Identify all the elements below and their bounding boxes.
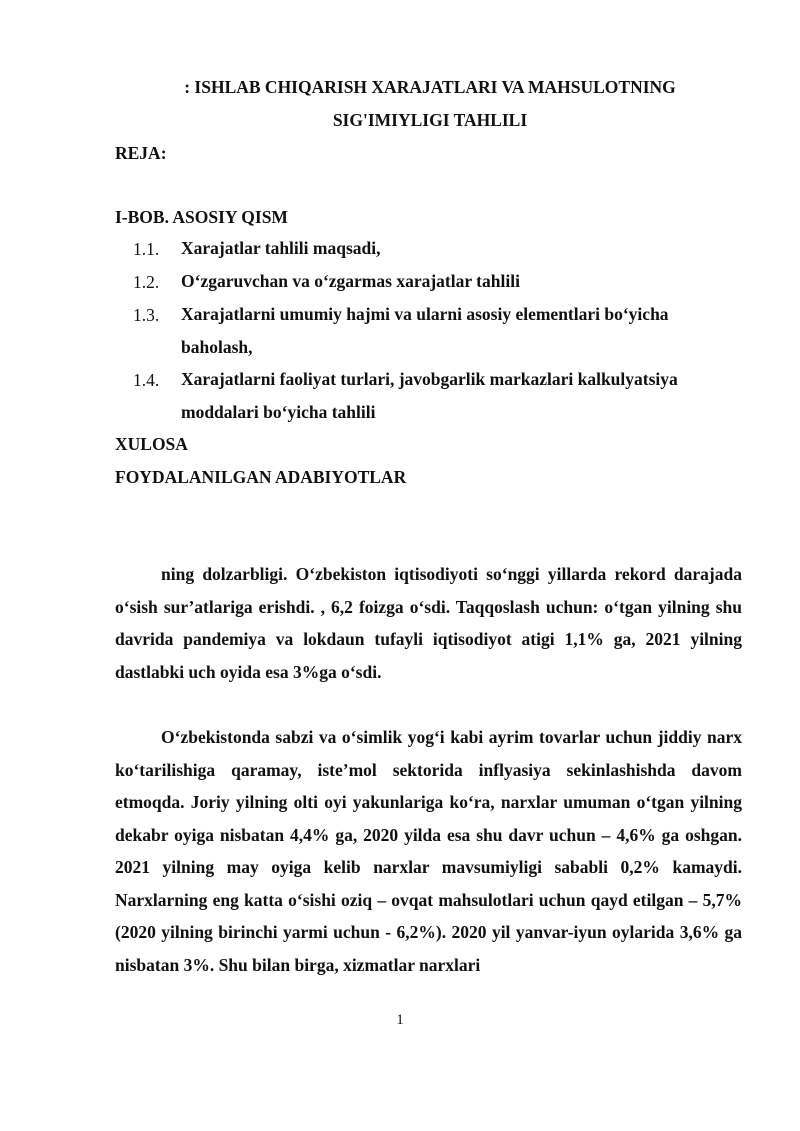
body-paragraph: ning dolzarbligi. O‘zbekiston iqtisodiyoti so‘nggi yillarda rekord darajada o‘sish sur’atlariga erishdi. , 6,2 foizga o‘sdi. Taqqoslash uchun: o‘tgan yilning shu davrida pandemiya va lokdaun tufayli iqtisodiyot atigi 1,1% ga, 2021 yilning dastlabki uch oyida esa 3%ga o‘sdi. (115, 564, 742, 682)
conclusion-heading: XULOSA (115, 434, 188, 454)
page-number: 1 (396, 1012, 404, 1028)
chapter-heading: I-BOB. ASOSIY QISM (115, 207, 288, 227)
references-heading: FOYDALANILGAN ADABIYOTLAR (115, 467, 407, 487)
toc-item-text: Xarajatlarni umumiy hajmi va ularni asosiy elementlari bo‘yicha baholash, (181, 304, 669, 357)
toc-item-number: 1.4. (133, 370, 160, 390)
toc-item-number: 1.1. (133, 239, 160, 259)
document-title-line2: SIG'IMIYLIGI TAHLILI (332, 110, 528, 130)
toc-item-text: O‘zgaruvchan va o‘zgarmas xarajatlar tahlili (181, 271, 520, 291)
document-title-line1: : ISHLAB CHIQARISH XARAJATLARI VA MAHSULOTNING (184, 77, 676, 97)
plan-heading: REJA: (115, 143, 167, 163)
toc-item-text: Xarajatlar tahlili maqsadi, (181, 238, 381, 258)
toc-item-text: Xarajatlarni faoliyat turlari, javobgarlik markazlari kalkulyatsiya moddalari bo‘yicha tahlili (181, 369, 678, 422)
toc-item-number: 1.2. (133, 272, 160, 292)
toc-item-number: 1.3. (133, 305, 160, 325)
body-paragraph: O‘zbekistonda sabzi va o‘simlik yog‘i kabi ayrim tovarlar uchun jiddiy narx ko‘tarilishiga qaramay, iste’mol sektorida inflyasiya sekinlashishda davom etmoqda. Joriy yilning olti oyi yakunlariga ko‘ra, narxlar umuman o‘tgan yilning dekabr oyiga nisbatan 4,4% ga, 2020 yilda esa shu davr uchun – 4,6% ga oshgan. 2021 yilning may oyiga kelib narxlar mavsumiyligi sababli 0,2% kamaydi. Narxlarning eng katta o‘sishi oziq – ovqat mahsulotlari uchun qayd etilgan – 5,7% (2020 yilning birinchi yarmi uchun - 6,2%). 2020 yil yanvar-iyun oylarida 3,6% ga nisbatan 3%. Shu bilan birga, xizmatlar narxlari (115, 727, 742, 975)
